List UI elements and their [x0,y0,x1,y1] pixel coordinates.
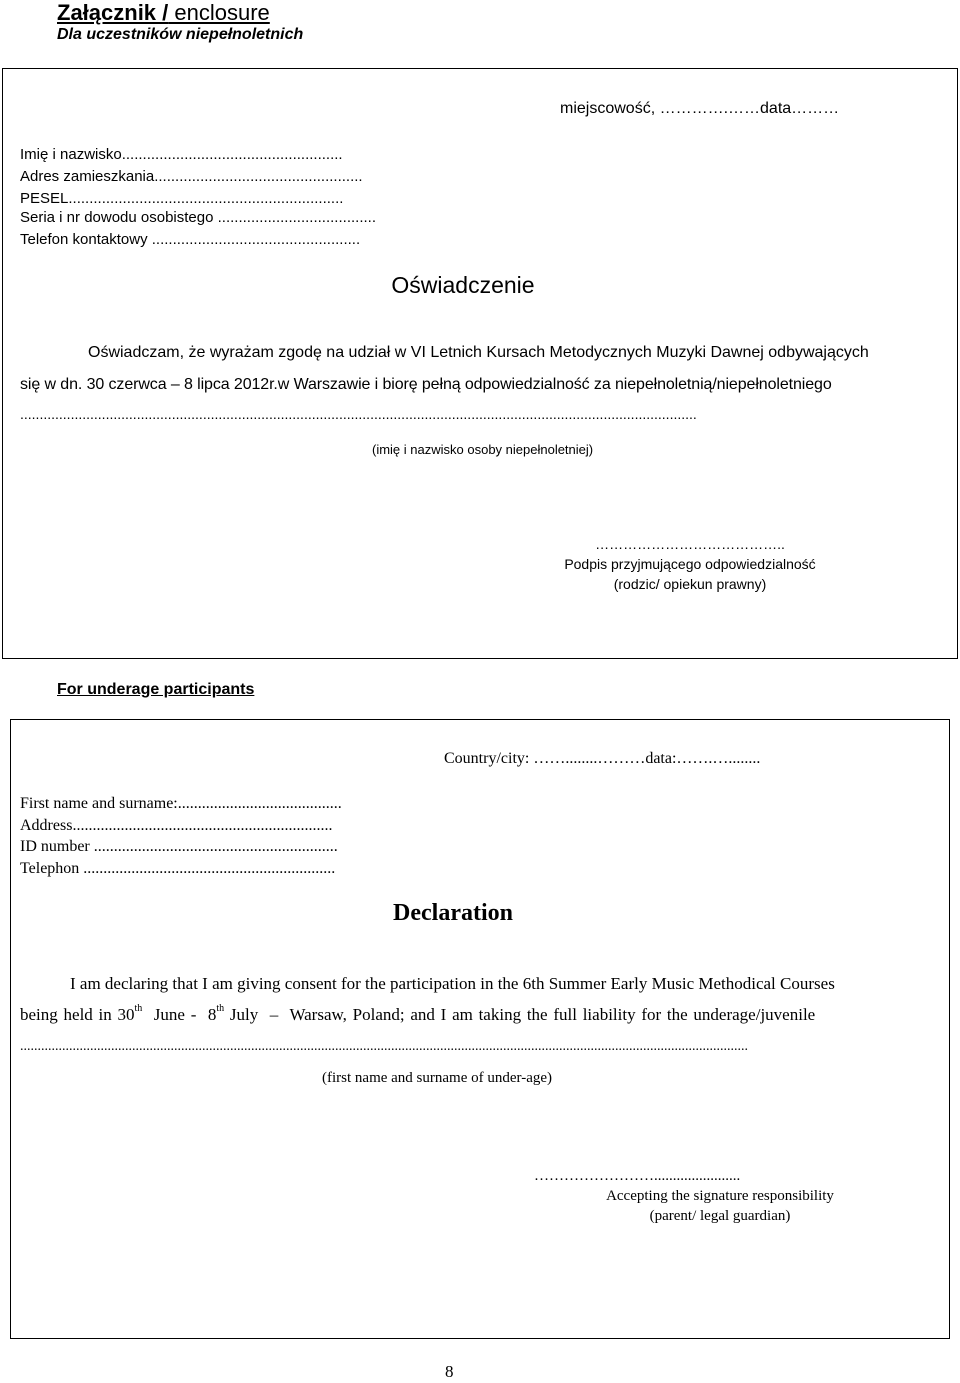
page-subtitle: Dla uczestników niepełnoletnich [57,26,304,43]
en-para2-sup1: th [134,1003,143,1014]
en-para2-part-b: June - 8 [142,1005,217,1024]
page-title-bold: Załącznik / [57,0,169,25]
en-section-title: For underage participants [57,681,255,698]
en-field-name: First name and surname:......................................... [20,795,342,812]
pl-name-caption: (imię i nazwisko osoby niepełnoletniej) [372,442,594,457]
en-field-address: Address................................................................. [20,817,333,834]
en-signature-sub: (parent/ legal guardian) [649,1208,791,1224]
pl-field-id: Seria i nr dowodu osobistego ...................................... [20,209,376,226]
en-para2-part-c: July – Warsaw, Poland; and I am taking the full liability for the underage/juvenile [224,1005,816,1024]
pl-field-address: Adres zamieszkania.................................................. [20,168,363,185]
pl-field-phone: Telefon kontaktowy .................................................. [20,231,361,248]
en-para2-sup2: th [216,1003,225,1014]
page-title-normal: enclosure [168,0,270,25]
pl-paragraph-line1: Oświadczam, że wyrażam zgodę na udział w VI Letnich Kursach Metodycznych Muzyki Dawnej odbywających [88,344,869,361]
en-place-date: Country/city: ……........………data:…….…........ [444,750,761,767]
pl-name-dots: .............................................................................................................................................................................. [20,406,697,422]
en-name-caption: (first name and surname of under-age) [322,1070,553,1086]
en-field-id: ID number ............................................................. [20,838,338,855]
en-paragraph-line2 [20,1005,942,1025]
pl-paragraph-line2: się w dn. 30 czerwca – 8 lipca 2012r.w Warszawie i biorę pełną odpowiedzialność za niepełnoletnią/niepełnoletniego [20,376,832,393]
en-name-dots: ................................................................................................................................................................................................................ [20,1039,748,1054]
en-signature-label: Accepting the signature responsibility [606,1188,834,1204]
en-field-phone: Telephon ............................................................... [20,860,336,877]
pl-field-pesel: PESEL.................................................................. [20,190,344,207]
pl-field-name: Imię i nazwisko..................................................... [20,146,343,163]
pl-signature-label: Podpis przyjmującego odpowiedzialność [564,556,816,572]
en-heading: Declaration [393,900,513,926]
pl-signature-dots: ………………………………….. [595,536,785,552]
en-paragraph-line1: I am declaring that I am giving consent for the participation in the 6th Summer Early Music Methodical Courses [70,974,835,993]
pl-signature-sub: (rodzic/ opiekun prawny) [613,576,767,592]
page-title [57,0,270,26]
pl-heading: Oświadczenie [391,272,535,298]
page-number: 8 [445,1362,454,1381]
en-para2-part-a: being held in 30 [20,1005,135,1024]
en-signature-block [530,1166,910,1226]
pl-signature-block [510,534,870,594]
en-signature-dots: ……………………....................... [534,1168,741,1184]
pl-place-date: miejscowość, ………….……data……… [560,100,840,117]
